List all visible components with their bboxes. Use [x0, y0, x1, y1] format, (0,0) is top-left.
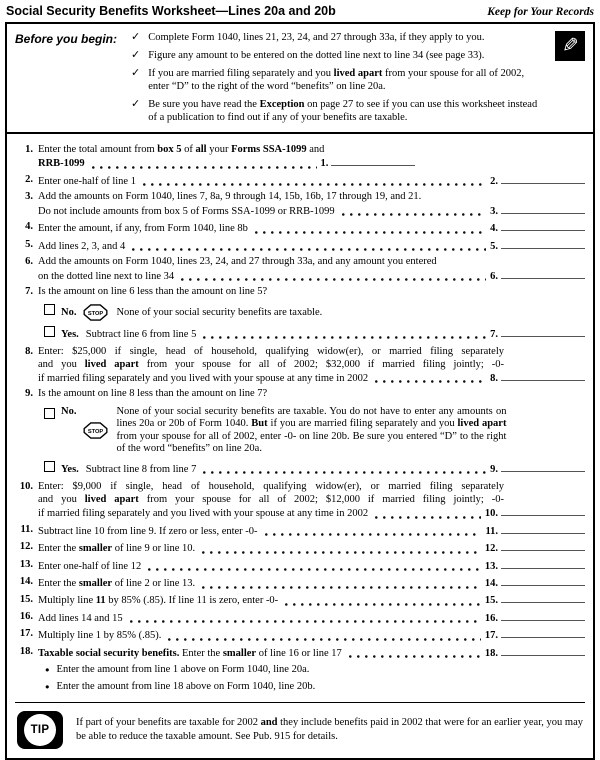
answer-field-line-16[interactable]: [501, 611, 585, 621]
before-you-begin-section: [7, 24, 593, 134]
choice-label: Yes.: [61, 328, 79, 340]
before-item-1: [131, 31, 543, 44]
line-text: Enter one-half of line 1 2.: [38, 174, 585, 188]
tip-text: If part of your benefits are taxable for 2002 and they include benefits paid in 2002 that were for an earlier year, you may be able to reduce the taxable amount. See Pub. 915 for details.: [76, 717, 583, 743]
answer-field-line-1[interactable]: [331, 157, 415, 167]
dot-leader: [143, 183, 486, 186]
line-7-choice-no: [44, 304, 585, 321]
pencil-glyph: ✎: [561, 34, 579, 57]
line-number: 15.: [19, 593, 33, 605]
dot-leader: [342, 213, 487, 216]
answer-field-line-12[interactable]: [501, 541, 585, 551]
line-number: 16.: [19, 610, 33, 622]
dot-leader: [375, 516, 481, 519]
line-text: Add lines 14 and 15 16.: [38, 611, 585, 625]
line-text: Add lines 2, 3, and 4 5.: [38, 239, 585, 253]
worksheet-lines: [7, 134, 593, 699]
answer-field-line-15[interactable]: [501, 594, 585, 604]
worksheet-line-6: [15, 256, 585, 283]
yes-checkbox[interactable]: [44, 461, 55, 472]
bullet-text: Enter the amount from line 18 above on Form 1040, line 20b.: [56, 680, 316, 692]
worksheet-line-5: [15, 239, 585, 253]
choice-label: Yes.: [61, 463, 79, 475]
before-item-text: If you are married filing separately and you lived apart from your spouse for all of 2002, enter “D” to the right of the word “benefits” on line 20a.: [148, 68, 525, 92]
choice-text: Subtract line 8 from line 7: [85, 463, 197, 475]
answer-field-line-17[interactable]: [501, 628, 585, 638]
dot-leader: [168, 638, 481, 641]
line-18-bullet-2: [45, 681, 585, 694]
answer-label: 8.: [490, 372, 498, 384]
answer-label: 9.: [490, 463, 498, 475]
before-item-2: [131, 49, 543, 62]
answer-field-line-7[interactable]: [501, 327, 585, 337]
stop-icon: [83, 422, 108, 439]
answer-label: 12.: [484, 543, 498, 555]
answer-label: 4.: [490, 223, 498, 235]
line-text: on the dotted line next to line 34 6.: [38, 269, 585, 283]
line-number: 18.: [19, 645, 33, 657]
before-item-4: [131, 98, 543, 124]
answer-label: 10.: [484, 508, 498, 520]
line-text: Multiply line 11 by 85% (.85). If line 11 is zero, enter -0- 15.: [38, 594, 585, 608]
worksheet-line-4: [15, 221, 585, 235]
line-text: Taxable social security benefits. Enter the smaller of line 16 or line 17 18.: [38, 646, 585, 660]
bullet-icon: ●: [45, 665, 50, 675]
line-number: 7.: [25, 286, 33, 298]
answer-field-line-4[interactable]: [501, 221, 585, 231]
no-checkbox[interactable]: [44, 304, 55, 315]
answer-label: 11.: [485, 525, 498, 537]
line-text: Add the amounts on Form 1040, lines 23, 24, and 27 through 33a, and any amount you entered: [38, 256, 437, 268]
line-text: and you lived apart from your spouse for all of 2002; $12,000 if married filing jointly; -0-: [38, 493, 504, 505]
worksheet-line-11: [15, 524, 585, 538]
answer-field-line-11[interactable]: [501, 524, 585, 534]
line-text: Add the amounts on Form 1040, lines 7, 8a, 9 through 14, 15b, 16b, 17 through 19, and 21.: [38, 191, 422, 203]
answer-label: 13.: [484, 560, 498, 572]
answer-label: 3.: [490, 205, 498, 217]
answer-field-line-6[interactable]: [501, 269, 585, 279]
svg-text:STOP: STOP: [88, 310, 104, 317]
svg-text:STOP: STOP: [88, 429, 104, 436]
checkmark-icon: ✓: [131, 31, 141, 43]
answer-label: 14.: [484, 578, 498, 590]
worksheet-line-1: [15, 144, 585, 171]
checkmark-icon: ✓: [131, 67, 141, 79]
dot-leader: [203, 336, 486, 339]
dot-leader: [132, 248, 486, 251]
line-number: 8.: [25, 346, 33, 358]
line-number: 13.: [19, 558, 33, 570]
answer-label: 2.: [490, 175, 498, 187]
worksheet-line-16: [15, 611, 585, 625]
line-text: Enter: $25,000 if single, head of household, qualifying widow(er), or married filing separately: [38, 346, 504, 358]
line-text: Subtract line 10 from line 9. If zero or less, enter -0- 11.: [38, 524, 585, 538]
answer-field-line-2[interactable]: [501, 174, 585, 184]
dot-leader: [92, 166, 317, 169]
line-text: Enter the smaller of line 2 or line 13. 14.: [38, 576, 585, 590]
worksheet-line-7: [15, 286, 585, 341]
bullet-text: Enter the amount from line 1 above on Form 1040, line 20a.: [56, 664, 310, 676]
line-text: and you lived apart from your spouse for all of 2002; $32,000 if married filing jointly; -0-: [38, 358, 504, 370]
worksheet-line-8: [15, 346, 585, 385]
line-number: 17.: [19, 628, 33, 640]
line-number: 1.: [25, 144, 33, 155]
dot-leader: [202, 586, 481, 589]
answer-field-line-14[interactable]: [501, 576, 585, 586]
dot-leader: [375, 380, 486, 383]
dot-leader: [202, 551, 481, 554]
worksheet-line-15: [15, 594, 585, 608]
answer-field-line-3[interactable]: [501, 204, 585, 214]
tip-icon: [17, 711, 63, 749]
worksheet-box: [5, 22, 595, 760]
tip-icon-label: TIP: [24, 714, 56, 746]
answer-label: 7.: [490, 328, 498, 340]
pencil-icon: [555, 31, 585, 61]
dot-leader: [181, 278, 486, 281]
answer-label: 1.: [320, 158, 329, 170]
line-number: 10.: [19, 481, 33, 493]
checkmark-icon: ✓: [131, 98, 141, 110]
worksheet-line-3: [15, 191, 585, 218]
choice-text: None of your social security benefits are taxable. You do not have to enter any amounts on lines 20a or 20b of Form 1040. But if you are married filing separately and you lived apart from your spouse for all of 2002, enter -0- on line 20b. Be sure you entered “D” to the right of the word “benefits” on line 20a.: [116, 405, 507, 455]
before-checklist: [131, 31, 543, 129]
line-number: 14.: [19, 576, 33, 588]
dot-leader: [265, 533, 482, 536]
answer-field-line-5[interactable]: [501, 239, 585, 249]
answer-field-line-13[interactable]: [501, 559, 585, 569]
answer-field-line-10[interactable]: [501, 506, 585, 516]
answer-label: 15.: [484, 595, 498, 607]
line-9-choice-no: [44, 406, 585, 456]
line-text: Enter: $9,000 if single, head of household, qualifying widow(er), or married filing separately: [38, 481, 504, 493]
line-18-bullet-1: [45, 664, 585, 677]
answer-label: 6.: [490, 270, 498, 282]
line-text: Multiply line 1 by 85% (.85). 17.: [38, 628, 585, 642]
bullet-icon: ●: [45, 681, 50, 691]
worksheet-line-14: [15, 576, 585, 590]
answer-label: 5.: [490, 240, 498, 252]
before-item-text: Figure any amount to be entered on the dotted line next to line 34 (see page 33).: [148, 50, 485, 61]
tip-section: [15, 702, 585, 758]
answer-field-line-9[interactable]: [501, 462, 585, 472]
page-title: Social Security Benefits Worksheet—Lines 20a and 20b: [6, 4, 336, 18]
choice-text: Subtract line 6 from line 5: [85, 328, 197, 340]
title-bar: [5, 3, 595, 22]
choice-label: No.: [61, 405, 77, 417]
line-number: 3.: [25, 191, 33, 203]
line-number: 2.: [25, 173, 33, 185]
yes-checkbox[interactable]: [44, 326, 55, 337]
no-checkbox[interactable]: [44, 408, 55, 419]
line-number: 12.: [19, 541, 33, 553]
line-number: 6.: [25, 256, 33, 268]
worksheet-line-9: [15, 388, 585, 476]
line-question: Is the amount on line 8 less than the amount on line 7?: [38, 388, 268, 400]
before-you-begin-label: Before you begin:: [15, 32, 118, 46]
stop-icon: [83, 304, 108, 321]
worksheet-line-17: [15, 628, 585, 642]
line-number: 4.: [25, 221, 33, 233]
line-text: if married filing separately and you lived with your spouse at any time in 2002 10.: [38, 506, 585, 520]
line-9-choice-yes: [44, 461, 585, 477]
before-item-3: [131, 67, 543, 93]
line-question: Is the amount on line 6 less than the amount on line 5?: [38, 286, 268, 298]
line-number: 11.: [20, 523, 33, 535]
line-number: 9.: [25, 388, 33, 400]
dot-leader: [349, 655, 481, 658]
line-number: 5.: [25, 238, 33, 250]
answer-field-line-8[interactable]: [501, 371, 585, 381]
answer-label: 18.: [484, 647, 498, 659]
worksheet-line-12: [15, 541, 585, 555]
line-text: Do not include amounts from box 5 of Forms SSA-1099 or RRB-1099 3.: [38, 204, 585, 218]
before-item-text: Be sure you have read the Exception on page 27 to see if you can use this worksheet instead of a publication to find out if any of your benefits are taxable.: [148, 99, 538, 123]
line-text: Enter the smaller of line 9 or line 10. 12.: [38, 541, 585, 555]
keep-for-records-note: Keep for Your Records: [487, 6, 594, 18]
worksheet-line-2: [15, 174, 585, 188]
answer-label: 16.: [484, 612, 498, 624]
before-item-text: Complete Form 1040, lines 21, 23, 24, and 27 through 33a, if they apply to you.: [148, 32, 485, 43]
worksheet-line-18: [15, 646, 585, 693]
dot-leader: [255, 231, 486, 234]
worksheet-line-10: [15, 481, 585, 520]
line-text: if married filing separately and you lived with your spouse at any time in 2002 8.: [38, 371, 585, 385]
line-text: Enter one-half of line 12 13.: [38, 559, 585, 573]
answer-label: 17.: [484, 630, 498, 642]
checkmark-icon: ✓: [131, 49, 141, 61]
dot-leader: [130, 620, 481, 623]
dot-leader: [148, 568, 481, 571]
worksheet-line-13: [15, 559, 585, 573]
line-text: Enter the total amount from box 5 of all your Forms SSA-1099 and: [38, 144, 325, 155]
dot-leader: [203, 471, 486, 474]
choice-label: No.: [61, 306, 77, 318]
choice-text: None of your social security benefits are taxable.: [116, 306, 323, 318]
line-text: Enter the amount, if any, from Form 1040, line 8b 4.: [38, 221, 585, 235]
line-7-choice-yes: [44, 326, 585, 342]
line-text: RRB-1099 1.: [38, 157, 415, 171]
answer-field-line-18[interactable]: [501, 646, 585, 656]
dot-leader: [285, 603, 481, 606]
